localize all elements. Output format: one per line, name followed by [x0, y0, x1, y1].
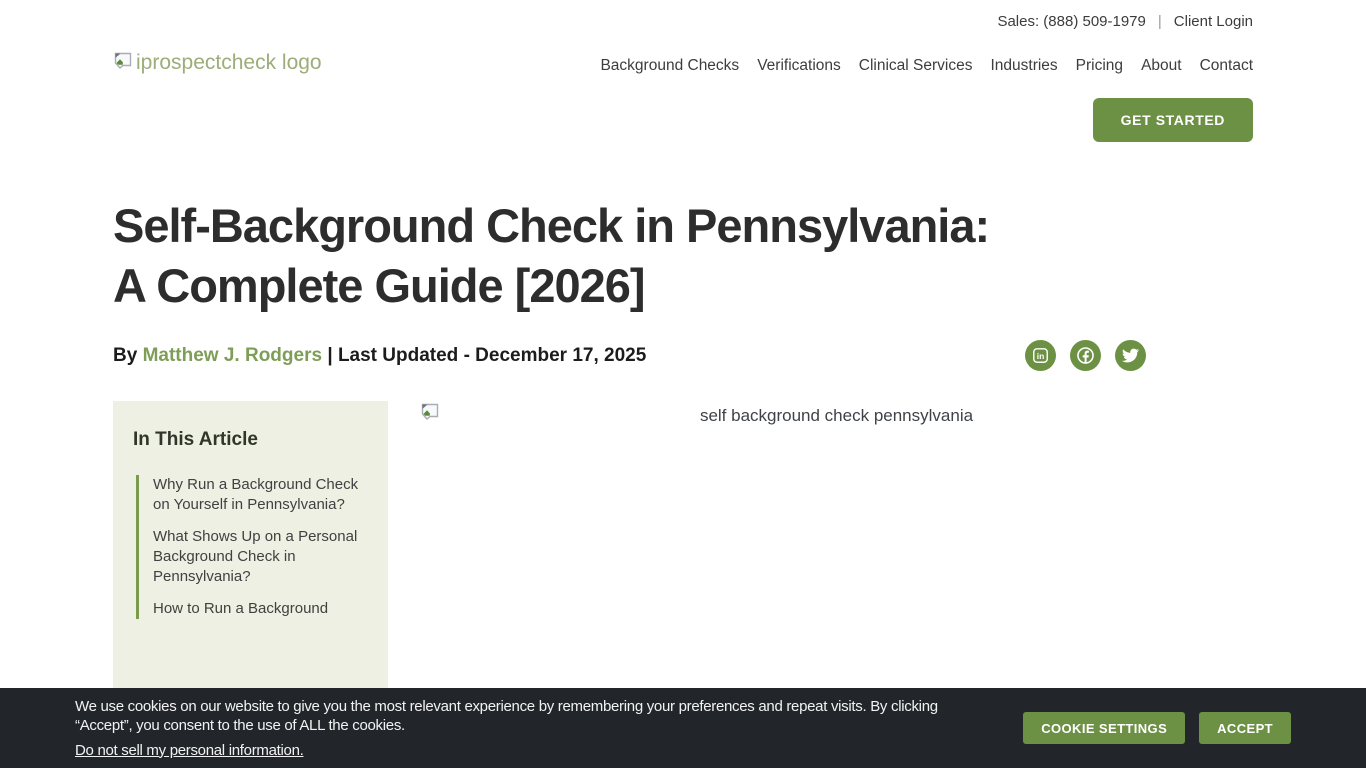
toc-list	[136, 475, 366, 619]
nav-pricing[interactable]: Pricing	[1075, 57, 1124, 74]
broken-image-icon	[113, 52, 133, 75]
toc-item-what-shows-up[interactable]: What Shows Up on a Personal Background Check in Pennsylvania?	[153, 528, 358, 585]
client-login-link[interactable]: Client Login	[1173, 13, 1253, 30]
nav-background-checks[interactable]: Background Checks	[600, 57, 740, 74]
toc-item-why-run[interactable]: Why Run a Background Check on Yourself in Pennsylvania?	[153, 476, 359, 513]
share-buttons	[1025, 340, 1146, 371]
nav-about[interactable]: About	[1141, 57, 1182, 74]
twitter-share-icon[interactable]	[1115, 340, 1146, 371]
get-started-button[interactable]: GET STARTED	[1093, 98, 1253, 142]
facebook-share-icon[interactable]	[1070, 340, 1101, 371]
svg-text:in: in	[1036, 351, 1045, 362]
cookie-settings-button[interactable]: COOKIE SETTINGS	[1023, 712, 1185, 744]
linkedin-share-icon[interactable]	[1025, 340, 1056, 371]
cookie-consent-banner	[0, 688, 1366, 768]
byline-date: | Last Updated - December 17, 2025	[327, 344, 647, 366]
topbar-divider: |	[1157, 13, 1162, 30]
broken-image-icon	[420, 403, 440, 426]
site-logo[interactable]	[113, 51, 322, 75]
accept-button[interactable]: ACCEPT	[1199, 712, 1291, 744]
nav-industries[interactable]: Industries	[990, 57, 1058, 74]
logo-alt-text: iprospectcheck logo	[136, 51, 322, 74]
nav-clinical-services[interactable]: Clinical Services	[858, 57, 973, 74]
top-bar	[0, 0, 1366, 30]
page-title: Self-Background Check in Pennsylvania: A Complete Guide [2026]	[113, 199, 990, 312]
nav-contact[interactable]: Contact	[1199, 57, 1253, 74]
do-not-sell-link[interactable]: Do not sell my personal information.	[75, 741, 304, 759]
cookie-message: We use cookies on our website to give you the most relevant experience by remembering your preferences and repeat visits. By clicking “Accept”, you consent to the use of ALL the cookies.	[75, 697, 938, 734]
byline	[113, 345, 646, 367]
byline-prefix: By	[113, 344, 138, 366]
article-hero-image-broken	[420, 401, 1253, 601]
sales-phone-link[interactable]: Sales: (888) 509-1979	[997, 13, 1146, 30]
main-nav	[600, 57, 1253, 75]
site-header	[113, 36, 1253, 142]
author-link[interactable]: Matthew J. Rodgers	[142, 344, 323, 366]
image-alt-text: self background check pennsylvania	[699, 406, 974, 425]
toc-heading: In This Article	[133, 429, 258, 450]
toc-item-how-to-run[interactable]: How to Run a Background	[153, 600, 329, 617]
nav-verifications[interactable]: Verifications	[757, 57, 841, 74]
